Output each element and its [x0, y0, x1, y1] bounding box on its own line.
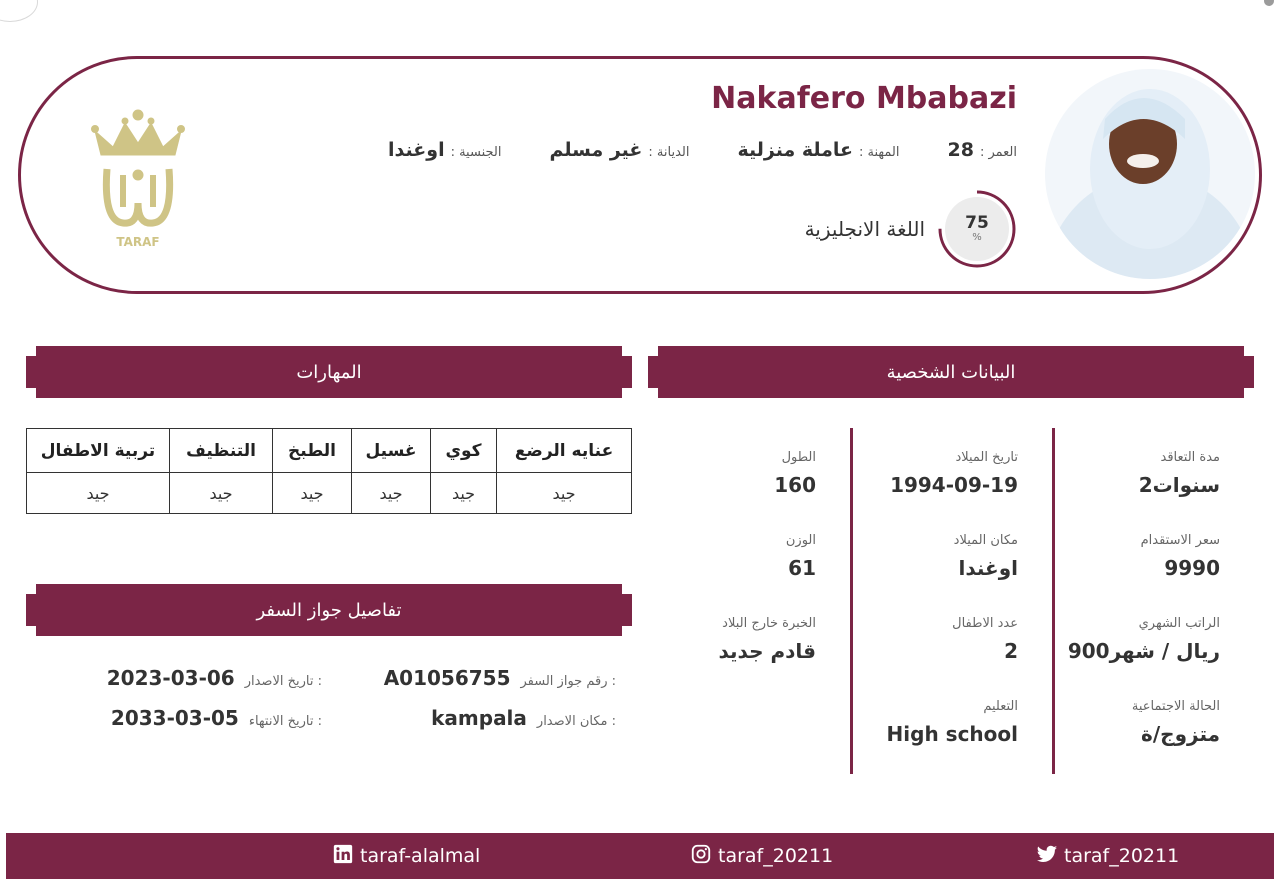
height-label: الطول [781, 450, 816, 465]
language-skill [805, 189, 1017, 269]
skill-value: جيد [27, 473, 170, 514]
recruitment-price-value: 9990 [1164, 556, 1220, 580]
issue-date-value: 2023-03-06 [106, 666, 235, 690]
birth-date-label: تاريخ الميلاد [955, 450, 1018, 465]
language-percent-unit: % [972, 232, 982, 243]
skill-value: جيد [431, 473, 497, 514]
expiry-date [111, 706, 322, 730]
candidate-meta [388, 139, 1017, 161]
skill-value: جيد [273, 473, 352, 514]
birth-place-value: اوغندا [958, 556, 1018, 580]
personal-section-title: البيانات الشخصية [658, 346, 1244, 398]
candidate-name: Nakafero Mbabazi [711, 81, 1017, 116]
instagram-link[interactable] [690, 833, 833, 879]
twitter-link[interactable] [1036, 833, 1179, 879]
linkedin-link[interactable] [332, 833, 480, 879]
instagram-handle: taraf_20211 [718, 845, 834, 867]
issue-place-label: مكان الاصدار : [536, 714, 616, 729]
passport-number-value: A01056755 [383, 666, 511, 690]
skill-header: عنايه الرضع [497, 429, 632, 473]
profession-label: المهنة : [859, 145, 900, 160]
children-count-label: عدد الاطفال [952, 616, 1018, 631]
nationality-label: الجنسية : [450, 145, 502, 160]
religion-value: غير مسلم [549, 139, 643, 161]
personal-col-3 [650, 428, 850, 774]
passport-number [384, 666, 616, 690]
skill-header: التنظيف [170, 429, 273, 473]
skill-header: تربية الاطفال [27, 429, 170, 473]
skills-header-row [27, 429, 632, 473]
issue-place [431, 706, 616, 730]
language-gauge [937, 189, 1017, 269]
footer-bar [6, 833, 1274, 879]
nationality-value: اوغندا [388, 139, 445, 161]
scroll-indicator[interactable] [1264, 0, 1274, 6]
personal-section-header [648, 346, 1254, 398]
weight-value: 61 [788, 556, 816, 580]
skills-value-row [27, 473, 632, 514]
issue-place-value: kampala [431, 706, 527, 730]
skill-value: جيد [352, 473, 431, 514]
profession-value: عاملة منزلية [737, 139, 853, 161]
profile-photo [1045, 69, 1255, 279]
height-value: 160 [774, 473, 816, 497]
linkedin-handle: taraf-alalmal [360, 845, 481, 867]
language-label: اللغة الانجليزية [804, 217, 925, 241]
passport-number-label: رقم جواز السفر : [520, 674, 616, 689]
twitter-handle: taraf_20211 [1064, 845, 1180, 867]
contract-duration-label: مدة التعاقد [1160, 450, 1220, 465]
children-count-value: 2 [1004, 639, 1018, 663]
marital-status-value: متزوج/ة [1141, 722, 1220, 746]
expiry-date-value: 2033-03-05 [110, 706, 239, 730]
instagram-icon [690, 843, 712, 870]
contract-duration-value: 2سنوات [1138, 473, 1220, 497]
age-field [948, 139, 1018, 161]
skill-value: جيد [170, 473, 273, 514]
weight [786, 533, 816, 580]
passport-section-header [26, 584, 632, 636]
weight-label: الوزن [785, 533, 816, 548]
age-value: 28 [947, 139, 974, 161]
passport-details [26, 658, 632, 748]
religion-label: الديانة : [648, 145, 690, 160]
profile-card [18, 56, 1262, 294]
skills-table [26, 428, 632, 514]
nationality-field [388, 139, 501, 161]
experience-abroad-label: الخبرة خارج البلاد [722, 616, 816, 631]
corner-decoration [0, 0, 38, 22]
column-divider-2 [850, 428, 1050, 774]
language-percent: 75 [965, 213, 989, 233]
monthly-salary-label: الراتب الشهري [1138, 616, 1220, 631]
twitter-icon [1036, 843, 1058, 870]
skill-header: كوي [431, 429, 497, 473]
issue-date [107, 666, 322, 690]
issue-date-label: تاريخ الاصدار : [244, 674, 322, 689]
monthly-salary-value: 900ريال / شهر [1067, 639, 1220, 663]
column-divider-1 [1052, 428, 1252, 774]
expiry-date-label: تاريخ الانتهاء : [248, 714, 322, 729]
skills-section-title: المهارات [36, 346, 622, 398]
experience-abroad [718, 616, 816, 663]
skills-section-header [26, 346, 632, 398]
birth-date-value: 1994-09-19 [890, 473, 1018, 497]
logo-wordmark: TARAF [116, 235, 160, 249]
age-label: العمر : [979, 145, 1017, 160]
personal-data-grid [650, 428, 1254, 774]
education-label: التعليم [983, 699, 1018, 714]
skill-header: غسيل [352, 429, 431, 473]
passport-section-title: تفاصيل جواز السفر [36, 584, 622, 636]
taraf-logo [83, 103, 193, 253]
birth-place-label: مكان الميلاد [953, 533, 1018, 548]
experience-abroad-value: قادم جديد [718, 639, 816, 663]
skill-header: الطبخ [273, 429, 352, 473]
height [774, 450, 816, 497]
linkedin-icon [332, 843, 354, 870]
religion-field [549, 139, 689, 161]
marital-status-label: الحالة الاجتماعية [1131, 699, 1220, 714]
skill-value: جيد [497, 473, 632, 514]
profession-field [737, 139, 899, 161]
recruitment-price-label: سعر الاستقدام [1140, 533, 1220, 548]
education-value: High school [886, 722, 1018, 746]
